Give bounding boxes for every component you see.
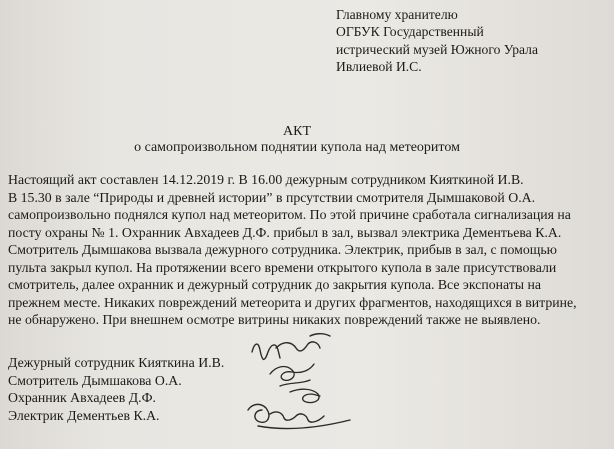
addressee-block — [336, 6, 538, 76]
signature-duty-officer — [252, 334, 330, 360]
body-line-9: не обнаружено. При внешнем осмотре витрины никаких повреждений также не выявлено. — [8, 312, 541, 327]
signer-electrician: Электрик Дементьев К.А. — [8, 407, 160, 423]
addressee-line-4: Ивлиевой И.С. — [336, 59, 422, 75]
body-line-2: В 15.30 в зале “Природы и древней истории” в прсутствии смотрителя Дымшаковой О.А. — [8, 189, 536, 205]
document-subtitle: о самопроизвольном поднятии купола над метеоритом — [134, 140, 460, 155]
signer-guard: Охранник Авхадеев Д.Ф. — [8, 390, 156, 405]
body-line-8: прежнем месте. Никаких повреждений метеорита и других фрагментов, находящихся в витрине, — [8, 294, 577, 310]
document-title: АКТ — [283, 124, 311, 139]
body-line-5: Смотритель Дымшакова вызвала дежурного сотрудника. Электрик, прибыв в зал, с помощью — [8, 242, 557, 257]
signer-attendant: Смотритель Дымшакова О.А. — [8, 372, 182, 388]
signature-attendant — [270, 364, 314, 386]
handwritten-signatures — [240, 330, 370, 448]
signature-guard — [290, 389, 320, 402]
addressee-line-2: ОГБУК Государственный — [336, 24, 484, 40]
signature-electrician — [248, 404, 350, 428]
body-line-1: Настоящий акт составлен 14.12.2019 г. В 16.00 дежурным сотрудником Кияткиной И.В. — [8, 172, 524, 187]
addressee-line-3: истрический музей Южного Урала — [336, 41, 538, 57]
body-line-7: смотритель, далее охранник и дежурный сотрудник до закрытия купола. Все экспонаты на — [8, 277, 542, 292]
body-line-3: самопроизвольно поднялся купол над метеоритом. По этой причине сработала сигнализация на — [8, 207, 571, 222]
signers-list — [8, 354, 224, 424]
body-line-6: пульта закрыл купол. На протяжении всего времени открытого купола в зале присутствовали — [8, 259, 557, 275]
signer-duty-officer: Дежурный сотрудник Кияткина И.В. — [8, 355, 225, 370]
body-line-4: посту охраны № 1. Охранник Авхадеев Д.Ф. прибыл в зал, вызвал электрика Дементьева К.А. — [8, 224, 562, 240]
addressee-line-1: Главному хранителю — [336, 7, 458, 22]
act-body — [8, 171, 608, 329]
